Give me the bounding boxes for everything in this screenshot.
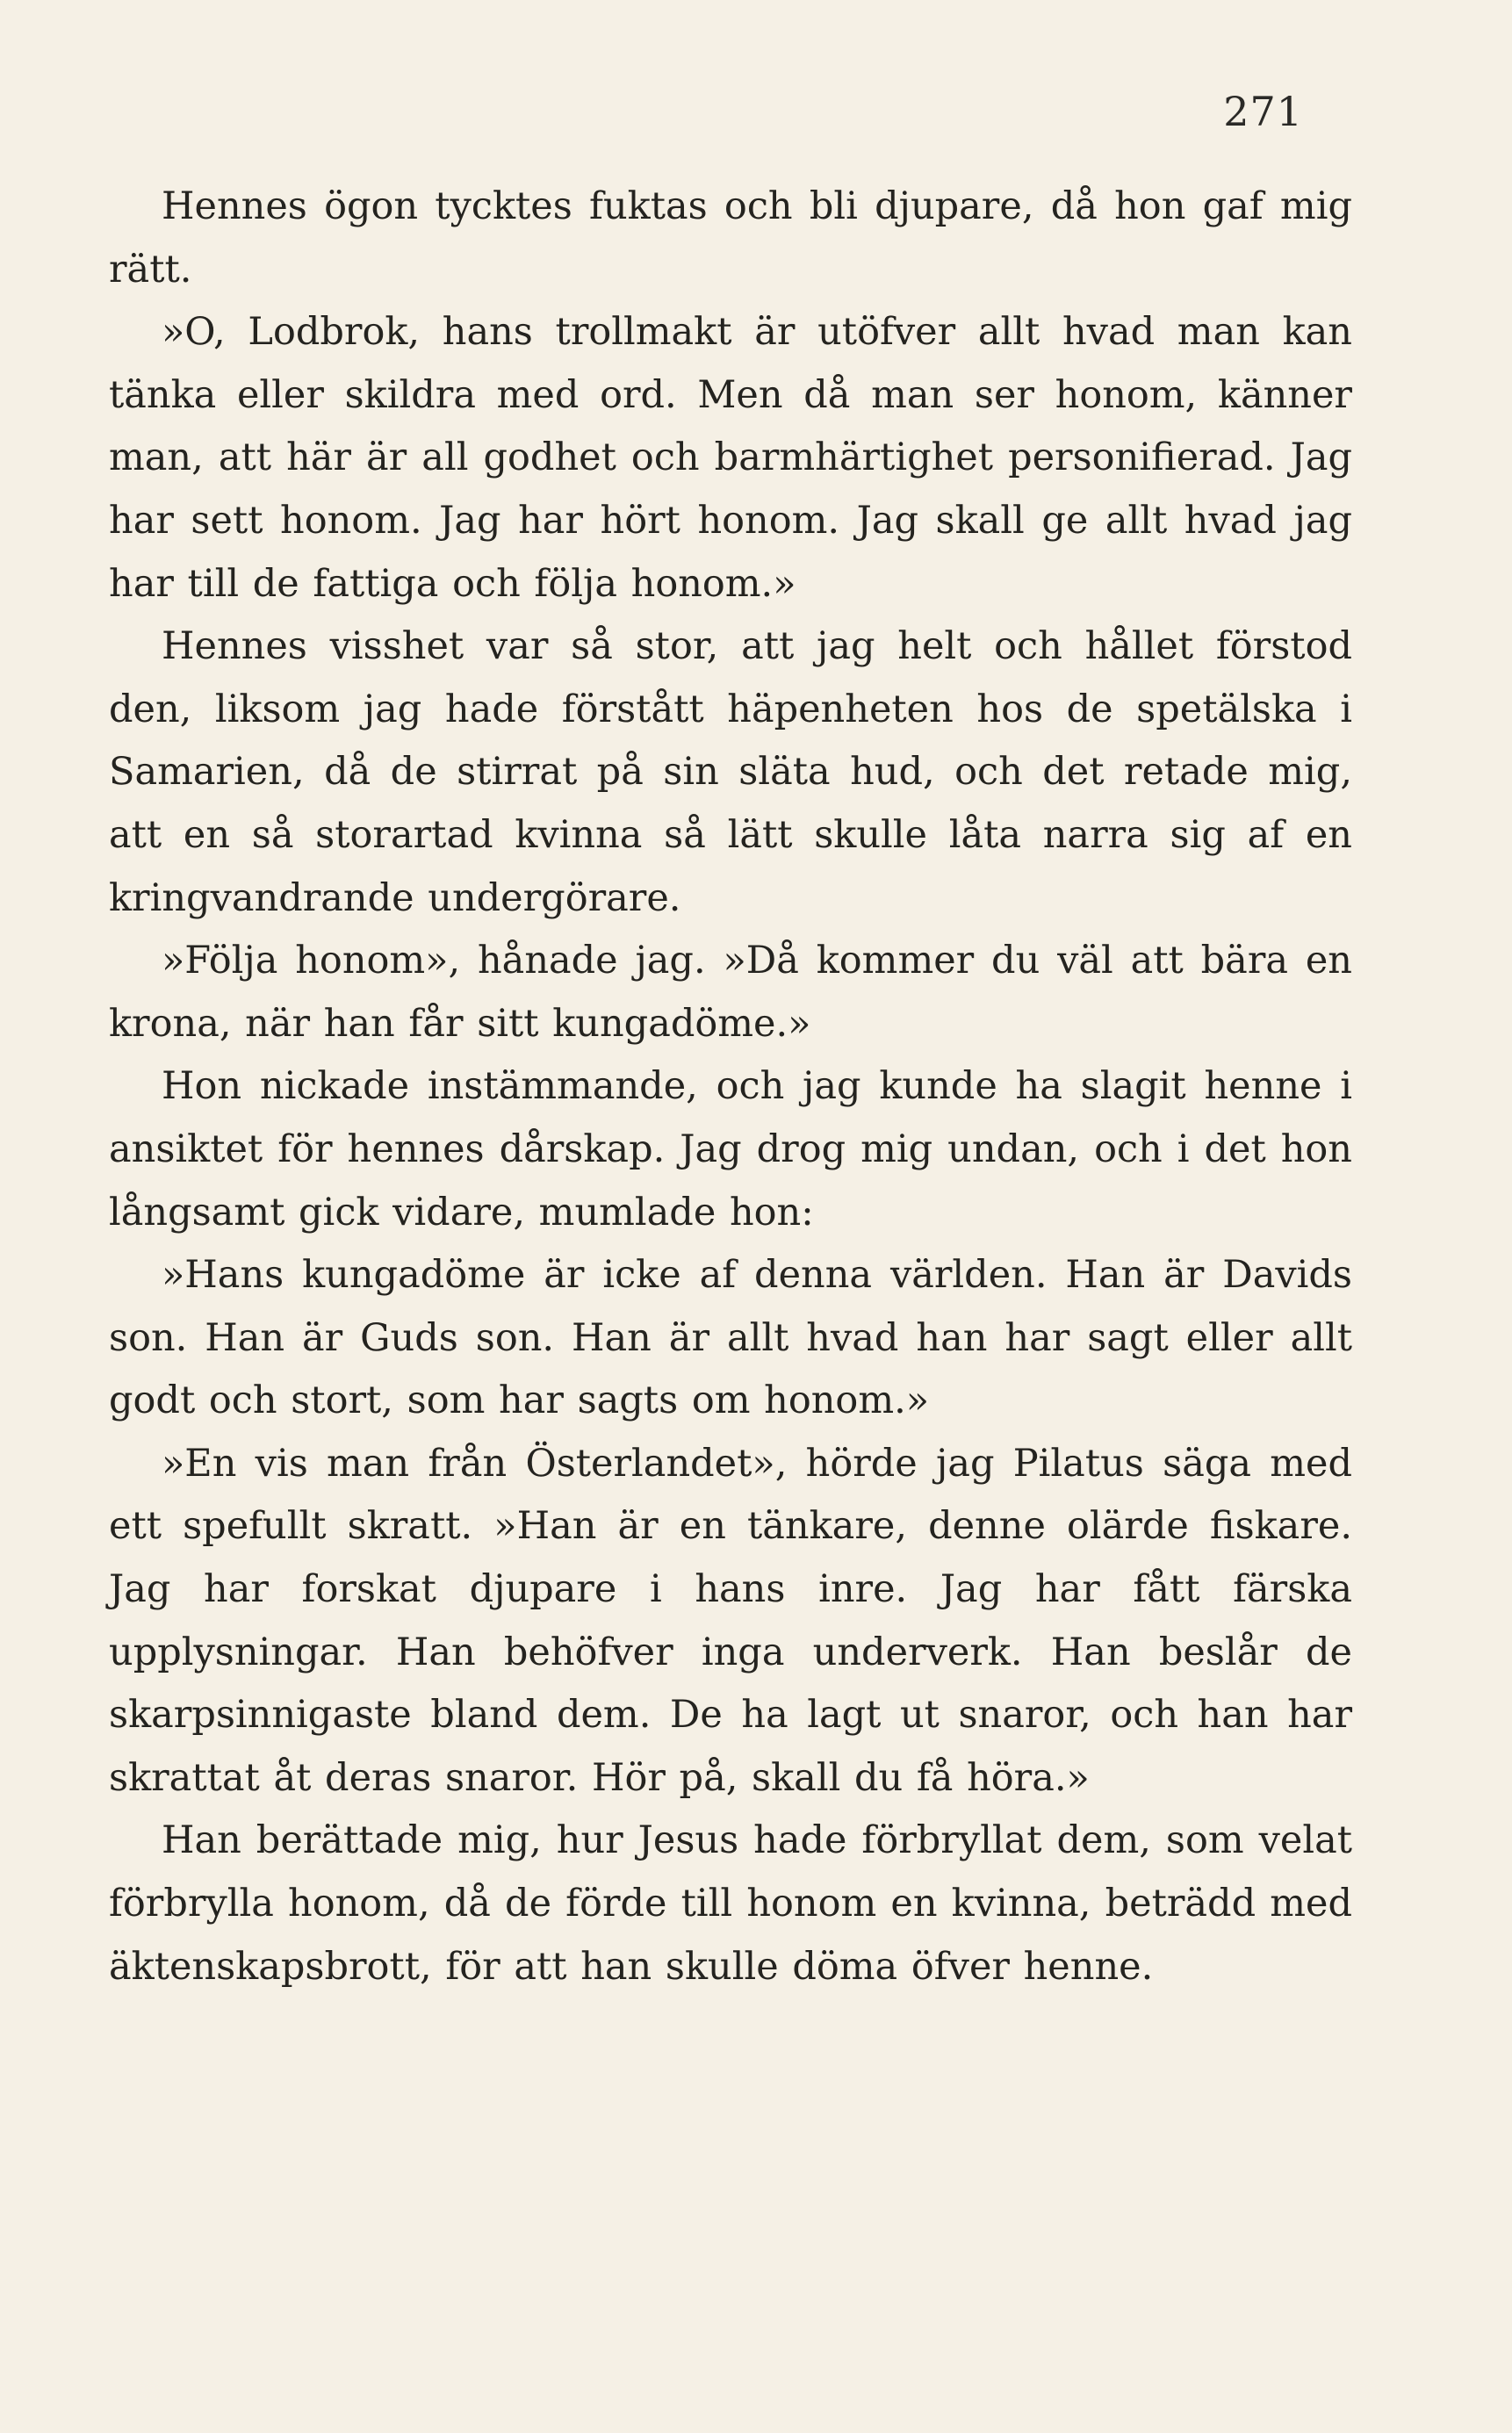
paragraph-1: Hennes ögon tycktes fuktas och bli djupare, då hon gaf mig rätt. <box>109 184 1352 292</box>
paragraph-8: Han berättade mig, hur Jesus hade förbryllat dem, som velat förbrylla honom, då de förde till honom en kvinna, beträdd med äktenskapsbrott, för att han skulle döma öfver henne. <box>109 1818 1352 1989</box>
paragraph-2: »O, Lodbrok, hans trollmakt är utöfver allt hvad man kan tänka eller skildra med ord. Men då man ser honom, känner man, att här är all godhet och barmhärtighet personifierad. Jag har sett honom. Jag har hört honom. Jag skall ge allt hvad jag har till de fattiga och följa honom.» <box>109 310 1352 606</box>
paragraph-3: Hennes visshet var så stor, att jag helt och hållet förstod den, liksom jag hade förstått häpenheten hos de spetälska i Samarien, då de stirrat på sin släta hud, och det retade mig, att en så storartad kvinna så lätt skulle låta narra sig af en kringvandrande undergörare. <box>109 624 1352 920</box>
paragraph-7: »En vis man från Österlandet», hörde jag Pilatus säga med ett spefullt skratt. »Han är en tänkare, denne olärde fiskare. Jag har forskat djupare i hans inre. Jag har fått färska upplysningar. Han behöfver inga underverk. Han beslår de skarpsinnigaste bland dem. De ha lagt ut snaror, och han har skrattat åt deras snaror. Hör på, skall du få höra.» <box>109 1441 1352 1800</box>
paragraph-4: »Följa honom», hånade jag. »Då kommer du väl att bära en krona, när han får sitt kungadöme.» <box>109 939 1352 1046</box>
paragraph-6: »Hans kungadöme är icke af denna världen. Han är Davids son. Han är Guds son. Han är allt hvad han har sagt eller allt godt och stort, som har sagts om honom.» <box>109 1253 1352 1423</box>
page-number: 271 <box>1223 88 1303 135</box>
body-text <box>109 176 1352 1998</box>
paragraph-5: Hon nickade instämmande, och jag kunde ha slagit henne i ansiktet för hennes dårskap. Jag drog mig undan, och i det hon långsamt gick vidare, mumlade hon: <box>109 1064 1352 1234</box>
